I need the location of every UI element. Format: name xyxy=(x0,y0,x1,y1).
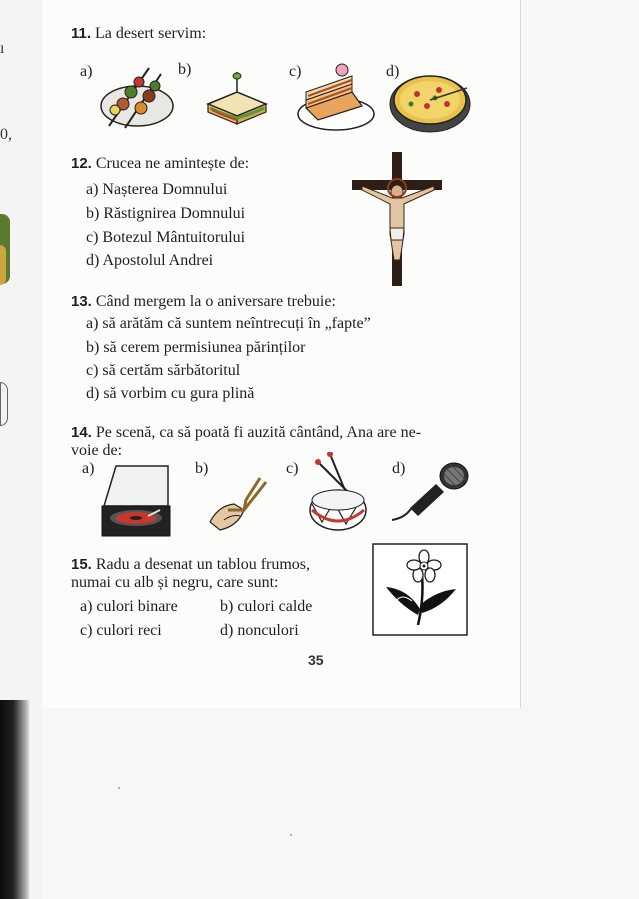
question-text-line-1: Radu a desenat un tablou frumos, xyxy=(95,556,311,573)
option-label-a: a) xyxy=(80,63,93,80)
answer-option-c: c) culori reci xyxy=(80,622,162,639)
flower-drawing-icon xyxy=(372,543,468,636)
question-number: 15. xyxy=(71,556,92,573)
cake-slice-icon xyxy=(292,62,376,134)
option-label-a: a) xyxy=(82,460,95,477)
answer-option-d: d) nonculori xyxy=(220,622,299,639)
crucifix-icon xyxy=(348,150,448,290)
question-number: 12. xyxy=(71,155,92,172)
margin-fragment: ı xyxy=(0,40,5,57)
page-number: 35 xyxy=(308,652,324,668)
question-text: Când mergem la o aniversare trebuie: xyxy=(95,293,336,310)
question-11 xyxy=(71,23,206,44)
option-label-b: b) xyxy=(178,61,192,78)
answer-option-a: a) să arătăm că suntem neîntrecuți în „fapte” xyxy=(86,315,371,332)
answer-option-b: b) Răstignirea Domnului xyxy=(86,205,246,222)
question-text-line-2: numai cu alb și negru, care sunt: xyxy=(71,574,279,591)
drum-icon xyxy=(300,452,372,534)
question-text: La desert servim: xyxy=(95,25,207,42)
workbook-page xyxy=(42,0,521,708)
question-14 xyxy=(71,422,491,443)
answer-option-d: d) Apostolul Andrei xyxy=(86,252,214,269)
scan-speck xyxy=(118,787,120,789)
question-number: 14. xyxy=(71,424,92,441)
spine-outline-mark xyxy=(0,382,8,426)
spine-yellow-mark xyxy=(0,245,6,285)
option-label-d: d) xyxy=(386,63,400,80)
gutter-shadow xyxy=(0,700,30,899)
answer-option-a: a) Nașterea Domnului xyxy=(86,181,228,198)
answer-option-c: c) să certăm sărbătoritul xyxy=(86,362,241,379)
option-label-c: c) xyxy=(289,63,302,80)
turntable-icon xyxy=(98,464,174,540)
tuning-fork-icon xyxy=(204,470,276,534)
question-12 xyxy=(71,153,249,174)
answer-option-a: a) culori binare xyxy=(80,598,178,615)
answer-option-b: b) culori calde xyxy=(220,598,313,615)
question-13 xyxy=(71,291,336,312)
question-text: Crucea ne amintește de: xyxy=(95,155,250,172)
scan-speck xyxy=(290,834,292,836)
sandwich-icon xyxy=(202,70,272,130)
microphone-icon xyxy=(388,460,470,526)
option-label-c: c) xyxy=(286,460,299,477)
option-label-b: b) xyxy=(195,460,209,477)
answer-option-d: d) să vorbim cu gura plină xyxy=(86,385,255,402)
question-number: 11. xyxy=(71,25,92,42)
question-number: 13. xyxy=(71,293,92,310)
pizza-icon xyxy=(387,64,473,136)
margin-fragment: 0, xyxy=(0,126,12,143)
question-text-line-1: Pe scenă, ca să poată fi auzită cântând, Ana are ne- xyxy=(95,424,422,441)
question-text-line-2: voie de: xyxy=(71,442,123,459)
kebab-icon xyxy=(97,60,177,132)
option-label-d: d) xyxy=(392,460,406,477)
answer-option-c: c) Botezul Mântuitorului xyxy=(86,229,246,246)
answer-option-b: b) să cerem permisiunea părinților xyxy=(86,339,306,356)
